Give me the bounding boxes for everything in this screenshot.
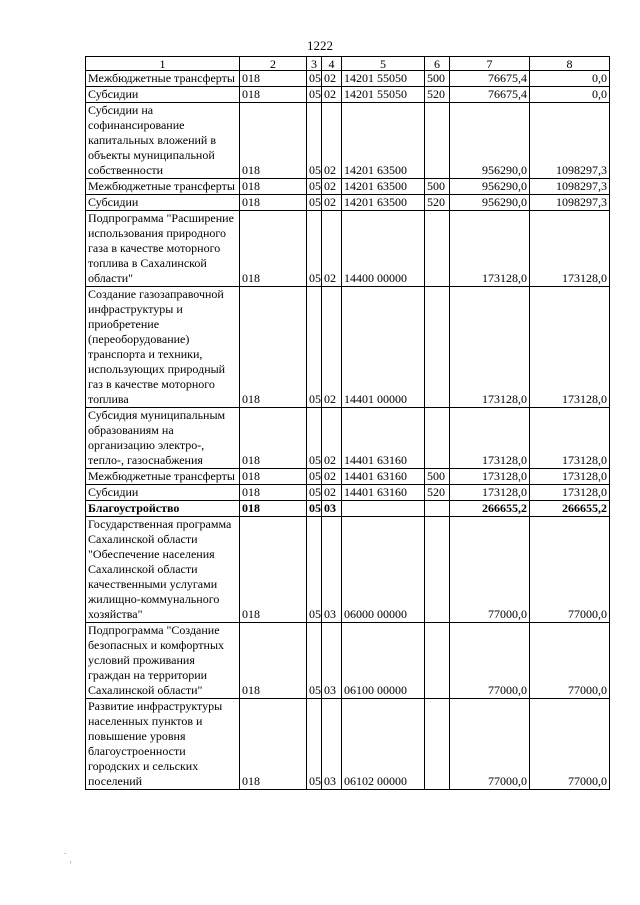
column-header: 3 xyxy=(307,57,322,71)
cell-vr: 520 xyxy=(425,485,450,501)
table-row xyxy=(86,103,610,179)
cell-vr: 500 xyxy=(425,71,450,87)
cell-pr: 02 xyxy=(322,408,342,469)
cell-vr: 520 xyxy=(425,195,450,211)
cell-vr xyxy=(425,103,450,179)
cell-pr: 02 xyxy=(322,287,342,408)
cell-ved: 018 xyxy=(240,623,307,699)
cell-rz: 05 xyxy=(307,699,322,790)
table-header-row xyxy=(86,57,610,71)
cell-sum2: 173128,0 xyxy=(530,485,610,501)
cell-pr: 03 xyxy=(322,699,342,790)
cell-pr: 02 xyxy=(322,195,342,211)
cell-pr: 02 xyxy=(322,71,342,87)
cell-rz: 05 xyxy=(307,501,322,517)
cell-name: Субсидии xyxy=(86,87,240,103)
cell-rz: 05 xyxy=(307,71,322,87)
budget-table xyxy=(85,56,610,790)
cell-ved: 018 xyxy=(240,699,307,790)
column-header: 7 xyxy=(450,57,530,71)
cell-name: Субсидии xyxy=(86,195,240,211)
cell-ved: 018 xyxy=(240,287,307,408)
cell-rz: 05 xyxy=(307,195,322,211)
table-row xyxy=(86,179,610,195)
cell-ved: 018 xyxy=(240,469,307,485)
cell-sum1: 956290,0 xyxy=(450,195,530,211)
cell-sum1: 173128,0 xyxy=(450,287,530,408)
cell-name: Государственная программа Сахалинской области "Обеспечение населения Сахалинской области качественными услугами жилищно-коммунального хозяйства" xyxy=(86,517,240,623)
cell-pr: 02 xyxy=(322,179,342,195)
column-header: 6 xyxy=(425,57,450,71)
table-row xyxy=(86,408,610,469)
cell-ved: 018 xyxy=(240,211,307,287)
cell-name: Субсидии xyxy=(86,485,240,501)
cell-vr xyxy=(425,699,450,790)
cell-ved: 018 xyxy=(240,408,307,469)
cell-ved: 018 xyxy=(240,195,307,211)
cell-rz: 05 xyxy=(307,408,322,469)
cell-sum2: 266655,2 xyxy=(530,501,610,517)
cell-sum1: 173128,0 xyxy=(450,211,530,287)
cell-sum2: 0,0 xyxy=(530,71,610,87)
cell-vr xyxy=(425,211,450,287)
cell-csr: 14401 63160 xyxy=(342,469,425,485)
table-row xyxy=(86,87,610,103)
cell-rz: 05 xyxy=(307,103,322,179)
cell-ved: 018 xyxy=(240,501,307,517)
cell-vr: 500 xyxy=(425,179,450,195)
cell-sum2: 0,0 xyxy=(530,87,610,103)
cell-sum2: 1098297,3 xyxy=(530,195,610,211)
cell-pr: 02 xyxy=(322,485,342,501)
table-row xyxy=(86,211,610,287)
cell-sum1: 77000,0 xyxy=(450,623,530,699)
cell-vr xyxy=(425,501,450,517)
cell-csr: 14401 63160 xyxy=(342,485,425,501)
cell-sum1: 173128,0 xyxy=(450,469,530,485)
cell-csr xyxy=(342,501,425,517)
table-row xyxy=(86,287,610,408)
cell-name: Межбюджетные трансферты xyxy=(86,179,240,195)
cell-sum1: 266655,2 xyxy=(450,501,530,517)
cell-sum1: 77000,0 xyxy=(450,699,530,790)
table-row xyxy=(86,195,610,211)
cell-sum1: 173128,0 xyxy=(450,408,530,469)
cell-rz: 05 xyxy=(307,287,322,408)
cell-rz: 05 xyxy=(307,485,322,501)
cell-csr: 14401 63160 xyxy=(342,408,425,469)
cell-name: Развитие инфраструктуры населенных пунктов и повышение уровня благоустроенности городских и сельских поселений xyxy=(86,699,240,790)
table-row xyxy=(86,517,610,623)
cell-sum2: 173128,0 xyxy=(530,211,610,287)
cell-sum2: 1098297,3 xyxy=(530,179,610,195)
cell-pr: 03 xyxy=(322,623,342,699)
cell-csr: 06100 00000 xyxy=(342,623,425,699)
cell-rz: 05 xyxy=(307,211,322,287)
cell-name: Подпрограмма "Расширение использования природного газа в качестве моторного топлива в Сахалинской области" xyxy=(86,211,240,287)
cell-ved: 018 xyxy=(240,71,307,87)
cell-csr: 14201 63500 xyxy=(342,179,425,195)
cell-sum1: 173128,0 xyxy=(450,485,530,501)
cell-sum2: 173128,0 xyxy=(530,469,610,485)
column-header: 8 xyxy=(530,57,610,71)
cell-ved: 018 xyxy=(240,485,307,501)
cell-sum2: 77000,0 xyxy=(530,623,610,699)
cell-sum1: 956290,0 xyxy=(450,103,530,179)
cell-pr: 02 xyxy=(322,87,342,103)
cell-rz: 05 xyxy=(307,179,322,195)
cell-csr: 14201 55050 xyxy=(342,87,425,103)
table-row xyxy=(86,485,610,501)
cell-name: Благоустройство xyxy=(86,501,240,517)
cell-ved: 018 xyxy=(240,517,307,623)
cell-vr: 500 xyxy=(425,469,450,485)
column-header: 4 xyxy=(322,57,342,71)
table-row xyxy=(86,623,610,699)
cell-pr: 02 xyxy=(322,469,342,485)
cell-csr: 14401 00000 xyxy=(342,287,425,408)
cell-csr: 14201 63500 xyxy=(342,195,425,211)
cell-rz: 05 xyxy=(307,623,322,699)
cell-ved: 018 xyxy=(240,179,307,195)
cell-sum2: 1098297,3 xyxy=(530,103,610,179)
cell-name: Межбюджетные трансферты xyxy=(86,469,240,485)
cell-rz: 05 xyxy=(307,87,322,103)
cell-csr: 14201 55050 xyxy=(342,71,425,87)
cell-csr: 06000 00000 xyxy=(342,517,425,623)
scan-mark: ' xyxy=(70,860,72,870)
cell-ved: 018 xyxy=(240,103,307,179)
cell-ved: 018 xyxy=(240,87,307,103)
cell-sum1: 77000,0 xyxy=(450,517,530,623)
cell-name: Субсидия муниципальным образованиям на организацию электро-, тепло-, газоснабжения xyxy=(86,408,240,469)
table-row xyxy=(86,71,610,87)
scan-mark: . xyxy=(64,846,67,856)
cell-name: Субсидии на софинансирование капитальных вложений в объекты муниципальной собственности xyxy=(86,103,240,179)
cell-vr xyxy=(425,408,450,469)
cell-name: Подпрограмма "Создание безопасных и комфортных условий проживания граждан на территории Сахалинской области" xyxy=(86,623,240,699)
page-number: 1222 xyxy=(307,38,333,53)
cell-rz: 05 xyxy=(307,469,322,485)
table-row xyxy=(86,469,610,485)
cell-sum2: 77000,0 xyxy=(530,699,610,790)
cell-vr xyxy=(425,623,450,699)
cell-sum1: 76675,4 xyxy=(450,87,530,103)
cell-vr xyxy=(425,517,450,623)
column-header: 5 xyxy=(342,57,425,71)
cell-pr: 03 xyxy=(322,517,342,623)
cell-rz: 05 xyxy=(307,517,322,623)
cell-csr: 06102 00000 xyxy=(342,699,425,790)
table-row xyxy=(86,501,610,517)
cell-sum2: 173128,0 xyxy=(530,408,610,469)
cell-pr: 03 xyxy=(322,501,342,517)
cell-pr: 02 xyxy=(322,103,342,179)
cell-name: Создание газозаправочной инфраструктуры и приобретение (переоборудование) транспорта и техники, использующих природный газ в качестве моторного топлива xyxy=(86,287,240,408)
cell-sum2: 77000,0 xyxy=(530,517,610,623)
cell-csr: 14400 00000 xyxy=(342,211,425,287)
cell-vr xyxy=(425,287,450,408)
cell-sum1: 956290,0 xyxy=(450,179,530,195)
cell-sum2: 173128,0 xyxy=(530,287,610,408)
table-row xyxy=(86,699,610,790)
cell-sum1: 76675,4 xyxy=(450,71,530,87)
cell-vr: 520 xyxy=(425,87,450,103)
column-header: 2 xyxy=(240,57,307,71)
column-header: 1 xyxy=(86,57,240,71)
cell-csr: 14201 63500 xyxy=(342,103,425,179)
cell-pr: 02 xyxy=(322,211,342,287)
cell-name: Межбюджетные трансферты xyxy=(86,71,240,87)
